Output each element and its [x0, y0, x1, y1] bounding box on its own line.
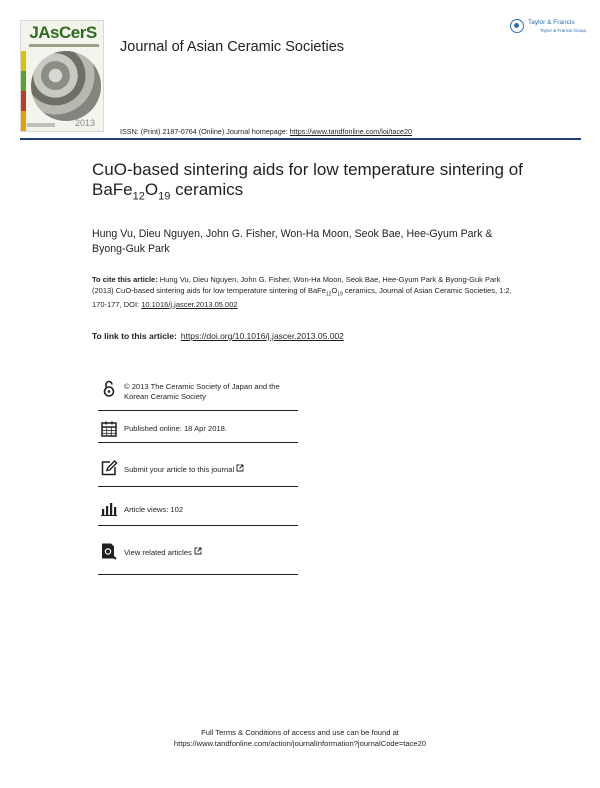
cover-publisher-mark	[27, 123, 55, 127]
citation-doi-link[interactable]: 10.1016/j.jascer.2013.05.002	[141, 299, 238, 309]
article-title[interactable]: CuO-based sintering aids for low temperature sintering of $BaFe_{12}O_{19}$ ceramics	[92, 160, 523, 203]
publisher-logo-group: Taylor & Francis Group	[540, 28, 587, 33]
row-divider	[98, 574, 298, 575]
calendar-icon	[100, 420, 118, 438]
terms-footer	[0, 727, 600, 749]
article-views: Article views: 102	[124, 505, 184, 514]
cover-year: 2013	[74, 118, 95, 128]
external-link-icon	[194, 547, 202, 555]
row-divider	[98, 442, 298, 443]
article-authors: Hung Vu, Dieu Nguyen, John G. Fisher, Won-Ha Moon, Seok Bae, Hee-Gyum Park & Byong-Guk Park	[92, 228, 493, 255]
issn-line	[120, 127, 412, 136]
issn-text: ISSN: (Print) 2187-0764 (Online) Journal homepage:	[120, 127, 290, 136]
journal-name[interactable]: Journal of Asian Ceramic Societies	[120, 39, 345, 55]
citation-label: To cite this article:	[92, 275, 158, 284]
publisher-logo-icon	[510, 19, 524, 33]
journal-cover-thumbnail[interactable]	[20, 20, 104, 132]
row-divider	[98, 525, 298, 526]
row-divider	[98, 486, 298, 487]
submit-article-link[interactable]: Submit your article to this journal	[124, 464, 244, 475]
row-divider	[98, 410, 298, 411]
publisher-logo[interactable]	[510, 17, 587, 37]
open-access-icon	[100, 380, 118, 398]
bar-chart-icon	[100, 500, 118, 518]
related-articles-icon	[100, 542, 118, 560]
external-link-icon	[236, 464, 244, 472]
cover-journal-abbrev: JAsCerS	[29, 23, 97, 42]
terms-url[interactable]: https://www.tandfonline.com/action/journalInformation?journalCode=tace20	[173, 739, 427, 748]
publisher-logo-name: Taylor & Francis	[528, 19, 575, 26]
cover-subtitle-bar	[29, 44, 99, 47]
license-text: © 2013 The Ceramic Society of Japan and the Korean Ceramic Society	[124, 382, 280, 401]
article-link-label: To link to this article:	[92, 331, 177, 341]
published-date: Published online: 18 Apr 2018.	[124, 424, 228, 433]
edit-icon	[100, 459, 118, 477]
cover-microstructure-image	[31, 51, 101, 121]
article-doi-url[interactable]: https://doi.org/10.1016/j.jascer.2013.05.002	[180, 331, 344, 341]
terms-line: Full Terms & Conditions of access and use can be found at	[201, 728, 399, 737]
cover-color-stripes	[21, 51, 26, 131]
view-related-articles-link[interactable]: View related articles	[124, 547, 202, 558]
header-divider	[20, 138, 581, 140]
citation-block: To cite this article: Hung Vu, Dieu Nguyen, John G. Fisher, Won-Ha Moon, Seok Bae, Hee-Gyum Park & Byong-Guk Park (2013) CuO-based sintering aids for low temperature sintering of $BaFe_{12}O_{19}$ ceramics, Journal of Asian Ceramic Societies, 1:2, 170-177, DOI: 10.1016/j.jascer.2013.05.002	[92, 275, 512, 309]
article-link-line	[92, 331, 344, 341]
journal-homepage-link[interactable]: https://www.tandfonline.com/loi/tace20	[289, 127, 413, 136]
